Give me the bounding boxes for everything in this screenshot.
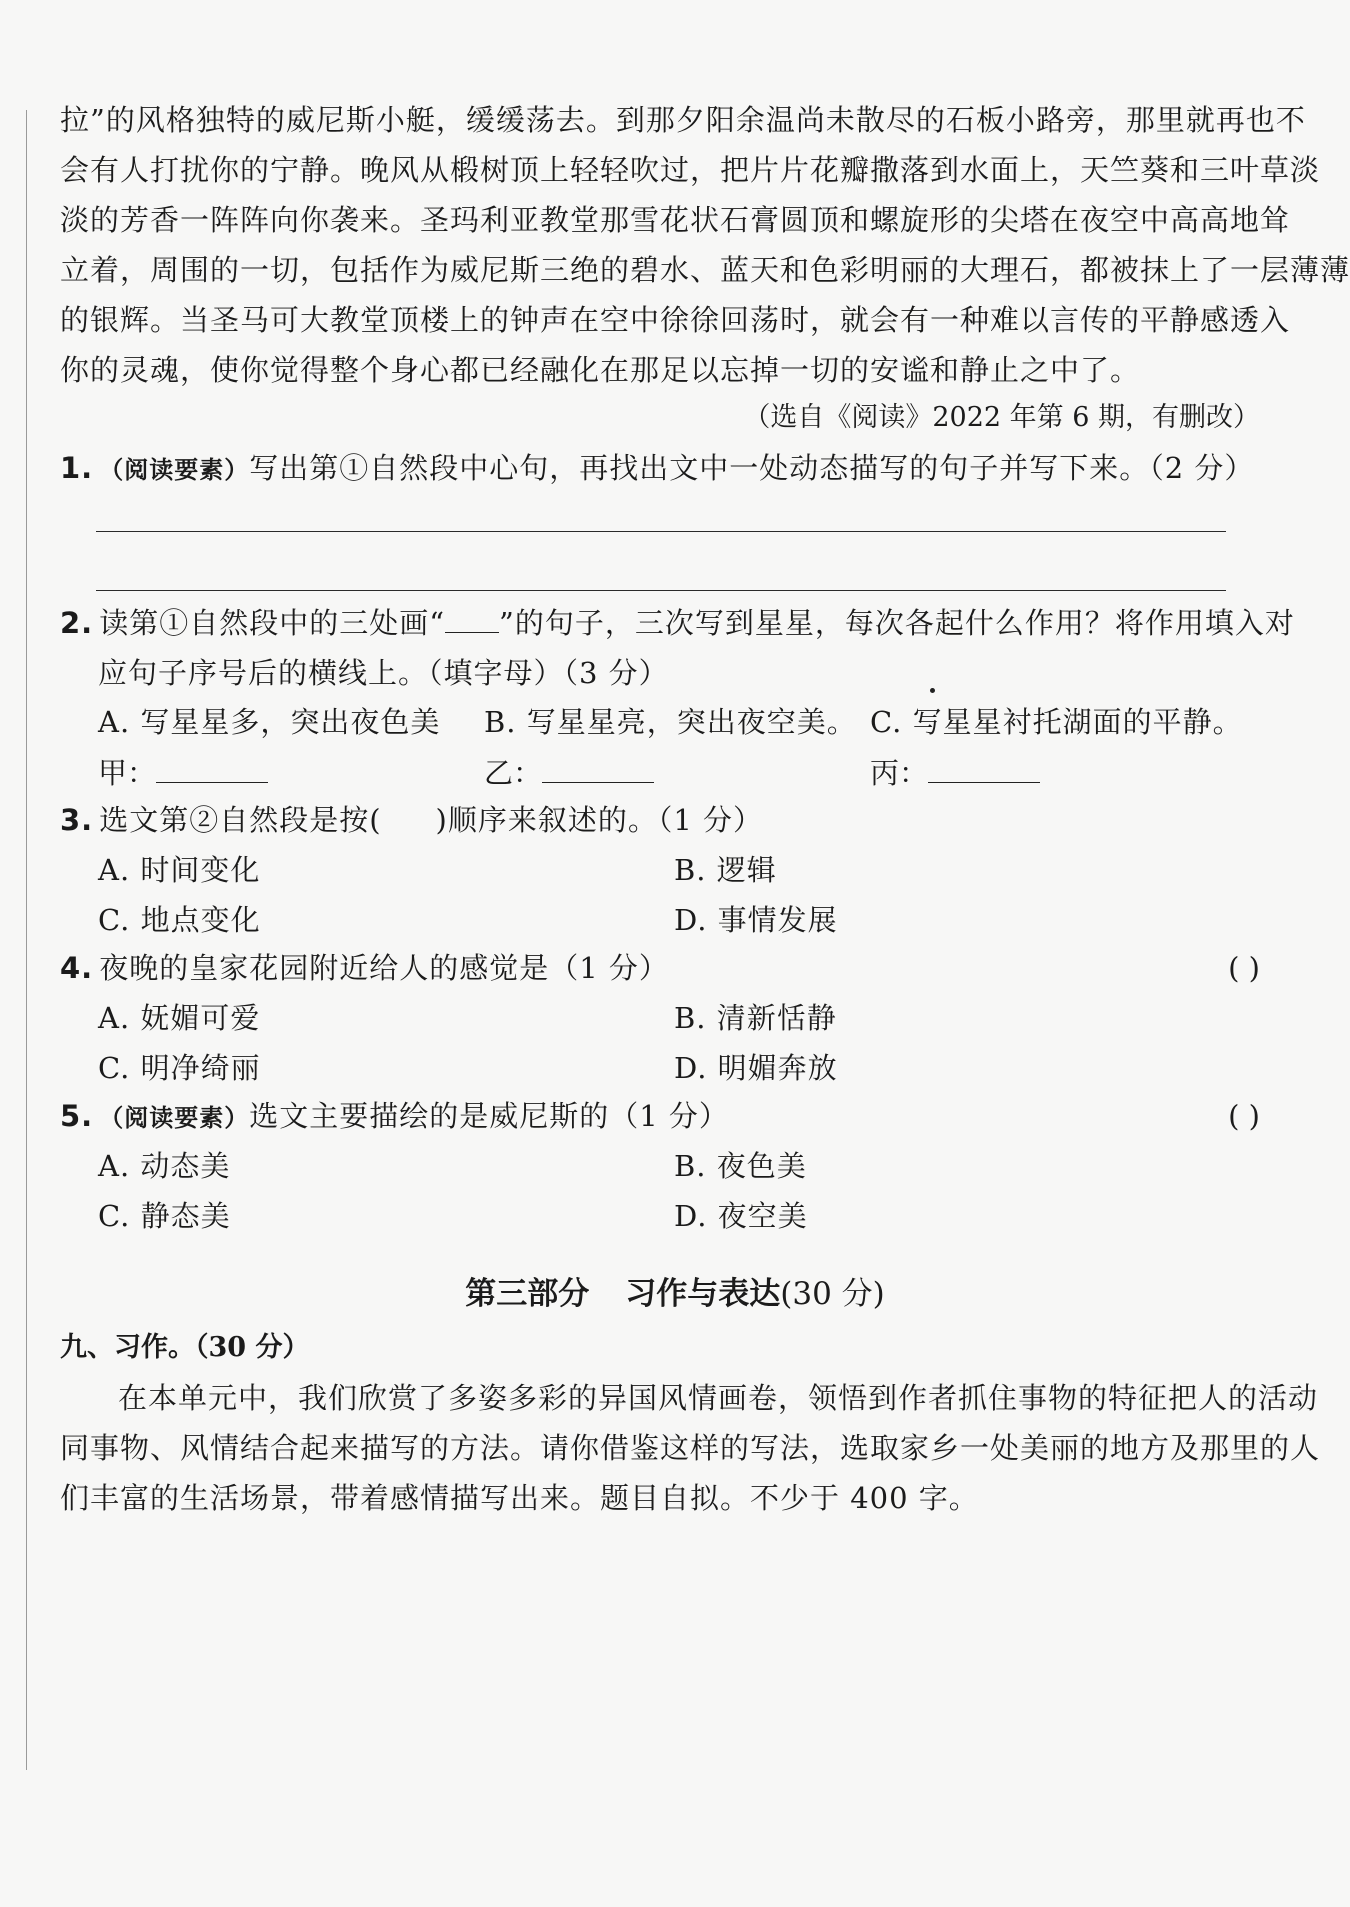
option-b: B. 夜色美 bbox=[674, 1149, 807, 1183]
part-label: 第三部分 bbox=[465, 1276, 590, 1312]
passage-source: （选自《阅读》2022 年第 6 期，有删改） bbox=[743, 402, 1260, 433]
passage-line: 拉”的风格独特的威尼斯小艇，缓缓荡去。到那夕阳余温尚未散尽的石板小路旁，那里就再也不 bbox=[60, 103, 1306, 137]
left-margin-rule bbox=[26, 110, 27, 1770]
passage-line: 会有人打扰你的宁静。晚风从椴树顶上轻轻吹过，把片片花瓣撒落到水面上，天竺葵和三叶草淡 bbox=[60, 153, 1321, 187]
question-number: 1. bbox=[60, 451, 94, 485]
blank-label: 甲： bbox=[98, 756, 157, 790]
passage-line: 的银辉。当圣马可大教堂顶楼上的钟声在空中徐徐回荡时，就会有一种难以言传的平静感透入 bbox=[60, 303, 1291, 337]
question-number: 3. bbox=[60, 803, 94, 837]
answer-line[interactable] bbox=[96, 531, 1226, 532]
question-text: )顺序来叙述的。（1 分） bbox=[435, 803, 764, 837]
writing-prompt-line: 在本单元中，我们欣赏了多姿多彩的异国风情画卷，领悟到作者抓住事物的特征把人的活动 bbox=[118, 1381, 1319, 1415]
option-a: A. 动态美 bbox=[98, 1149, 231, 1183]
option-c: C. 静态美 bbox=[98, 1199, 231, 1233]
writing-prompt-line: 们丰富的生活场景，带着感情描写出来。题目自拟。不少于 400 字。 bbox=[60, 1481, 979, 1515]
blank-bing[interactable] bbox=[870, 752, 1040, 793]
answer-blank[interactable] bbox=[542, 752, 654, 783]
question-text: 读第①自然段中的三处画“ bbox=[99, 606, 446, 640]
option-d: D. 明媚奔放 bbox=[674, 1051, 838, 1085]
option-b: B. 写星星亮，突出夜空美。 bbox=[484, 705, 857, 739]
blank-label: 乙： bbox=[484, 756, 543, 790]
writing-prompt-line: 同事物、风情结合起来描写的方法。请你借鉴这样的写法，选取家乡一处美丽的地方及那里的人 bbox=[60, 1431, 1321, 1465]
section-nine-heading: 九、习作。（30 分） bbox=[60, 1332, 310, 1363]
question-text: 写出第①自然段中心句，再找出文中一处动态描写的句子并写下来。（2 分） bbox=[249, 451, 1255, 485]
part-score: (30 分) bbox=[780, 1276, 885, 1312]
question-text: 选文主要描绘的是威尼斯的（1 分） bbox=[249, 1099, 729, 1133]
option-a: A. 写星星多，突出夜色美 bbox=[98, 705, 441, 739]
underline-sample bbox=[445, 606, 499, 633]
question-1 bbox=[60, 448, 1254, 490]
question-2 bbox=[60, 603, 1295, 643]
question-2-line-2: 应句子序号后的横线上。（填字母）（3 分） bbox=[98, 656, 669, 690]
option-b: B. 逻辑 bbox=[674, 853, 777, 887]
answer-blank[interactable] bbox=[156, 752, 268, 783]
question-number: 5. bbox=[60, 1099, 94, 1133]
passage-line: 淡的芳香一阵阵向你袭来。圣玛利亚教堂那雪花状石膏圆顶和螺旋形的尖塔在夜空中高高地耸 bbox=[60, 203, 1291, 237]
passage-line: 你的灵魂，使你觉得整个身心都已经融化在那足以忘掉一切的安谧和静止之中了。 bbox=[60, 353, 1141, 387]
option-d: D. 夜空美 bbox=[674, 1199, 808, 1233]
question-number: 2. bbox=[60, 606, 94, 640]
blank-yi[interactable] bbox=[484, 752, 654, 793]
option-c: C. 写星星衬托湖面的平静。 bbox=[870, 705, 1243, 739]
emphasis-dot bbox=[930, 688, 935, 693]
part-name: 习作与表达 bbox=[625, 1276, 781, 1312]
part-three-title bbox=[0, 1272, 1350, 1316]
reading-element-tag: （阅读要素） bbox=[99, 455, 250, 484]
question-number: 4. bbox=[60, 951, 94, 985]
answer-bracket[interactable]: ( ) bbox=[1228, 951, 1260, 985]
answer-bracket[interactable]: ( ) bbox=[1228, 1099, 1260, 1133]
option-a: A. 时间变化 bbox=[98, 853, 261, 887]
question-4 bbox=[60, 948, 669, 988]
question-text: 选文第②自然段是按( bbox=[99, 803, 382, 837]
blank-label: 丙： bbox=[870, 756, 929, 790]
option-c: C. 明净绮丽 bbox=[98, 1051, 261, 1085]
option-d: D. 事情发展 bbox=[674, 903, 838, 937]
option-b: B. 清新恬静 bbox=[674, 1001, 837, 1035]
answer-blank[interactable] bbox=[928, 752, 1040, 783]
option-c: C. 地点变化 bbox=[98, 903, 261, 937]
option-a: A. 妩媚可爱 bbox=[98, 1001, 261, 1035]
question-text: ”的句子，三次写到星星，每次各起什么作用？将作用填入对 bbox=[499, 606, 1295, 640]
question-text: 夜晚的皇家花园附近给人的感觉是（1 分） bbox=[99, 951, 669, 985]
blank-jia[interactable] bbox=[98, 752, 268, 793]
question-5 bbox=[60, 1096, 729, 1138]
question-3 bbox=[60, 800, 763, 840]
answer-line[interactable] bbox=[96, 590, 1226, 591]
passage-line: 立着，周围的一切，包括作为威尼斯三绝的碧水、蓝天和色彩明丽的大理石，都被抹上了一层薄薄 bbox=[60, 253, 1350, 287]
reading-element-tag: （阅读要素） bbox=[99, 1103, 250, 1132]
